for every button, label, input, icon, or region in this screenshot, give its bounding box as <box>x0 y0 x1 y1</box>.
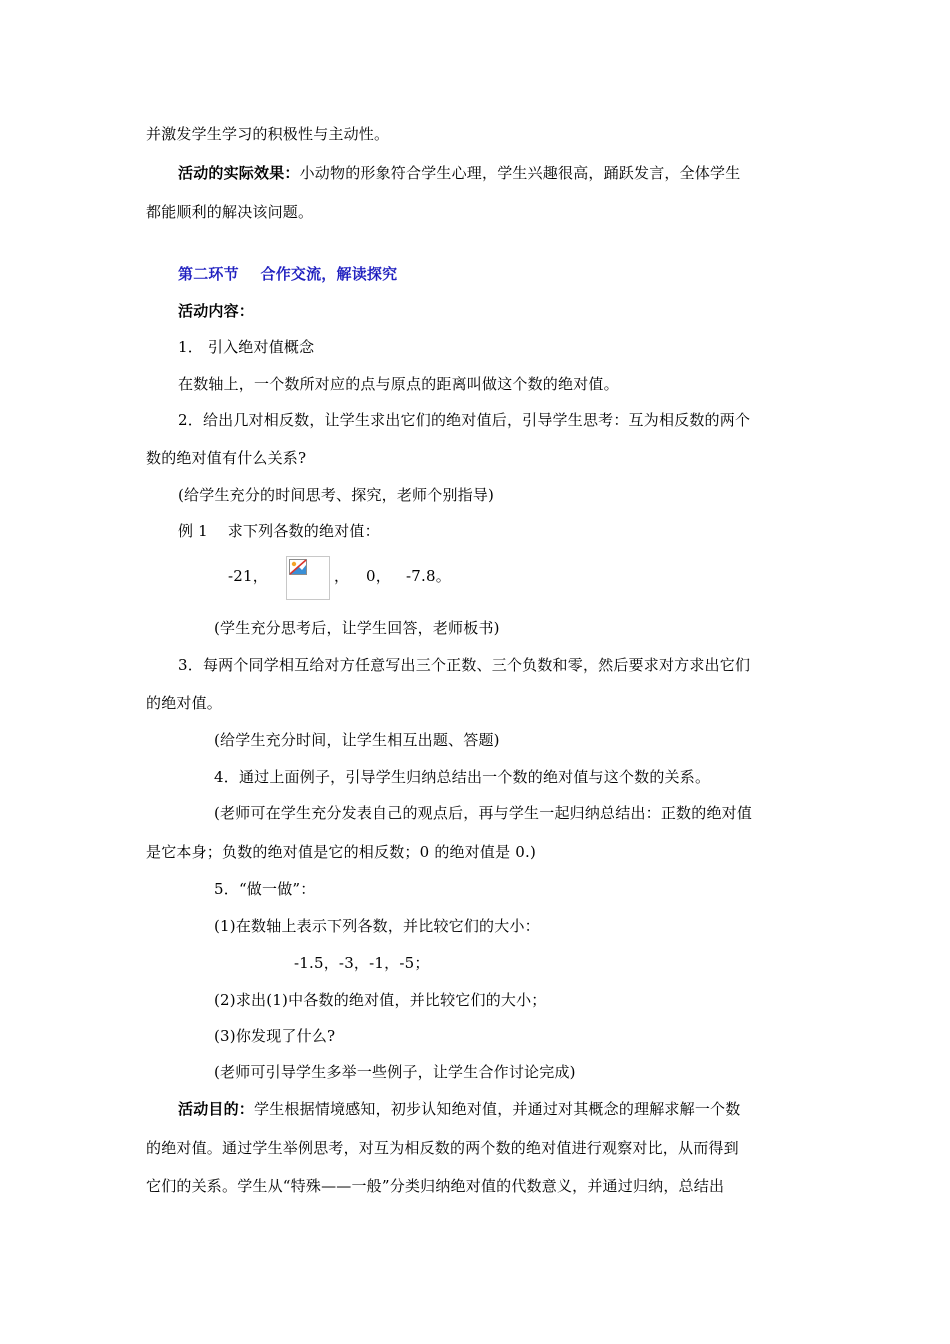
item-4: 4．通过上面例子，引导学生归纳总结出一个数的绝对值与这个数的关系。 <box>214 768 711 786</box>
effect-paragraph-line-1 <box>178 163 740 183</box>
item-2-line-2: 数的绝对值有什么关系? <box>146 449 307 467</box>
purpose-label: 活动目的： <box>178 1100 255 1118</box>
item-2-line-1: 2．给出几对相反数，让学生求出它们的绝对值后，引导学生思考：互为相反数的两个 <box>178 411 751 429</box>
item-1-title: 1． 引入绝对值概念 <box>178 338 315 356</box>
example-number-2-comma: ， <box>334 567 350 585</box>
example-number-4: -7.8。 <box>406 567 451 585</box>
item-3-line-2: 的绝对值。 <box>146 694 223 712</box>
purpose-text-1: 学生根据情境感知，初步认知绝对值，并通过对其概念的理解求解一个数 <box>254 1100 741 1118</box>
example-number-3: 0， <box>366 567 391 585</box>
item-4-note-line-1: (老师可在学生充分发表自己的观点后，再与学生一起归纳总结出：正数的绝对值 <box>214 804 753 822</box>
effect-text-1: 小动物的形象符合学生心理，学生兴趣很高，踊跃发言，全体学生 <box>299 164 741 182</box>
effect-label: 活动的实际效果： <box>178 164 300 182</box>
effect-paragraph-line-2: 都能顺利的解决该问题。 <box>146 203 314 221</box>
item-5-numbers: -1.5，-3，-1，-5； <box>294 954 430 972</box>
item-5-part-2: (2)求出(1)中各数的绝对值，并比较它们的大小； <box>214 991 547 1009</box>
example-title: 例 1 求下列各数的绝对值： <box>178 522 380 540</box>
paragraph-intro-end: 并激发学生学习的积极性与主动性。 <box>146 125 390 143</box>
section-heading: 第二环节 合作交流，解读探究 <box>178 265 398 283</box>
item-2-note: (给学生充分的时间思考、探究，老师个别指导) <box>178 486 495 504</box>
item-5-note: (老师可引导学生多举一些例子，让学生合作讨论完成) <box>214 1063 576 1081</box>
broken-image-icon <box>289 559 309 577</box>
item-3-note: (给学生充分时间，让学生相互出题、答题) <box>214 731 500 749</box>
purpose-paragraph-line-2: 的绝对值。通过学生举例思考，对互为相反数的两个数的绝对值进行观察对比，从而得到 <box>146 1139 739 1157</box>
item-4-note-line-2: 是它本身；负数的绝对值是它的相反数；0 的绝对值是 0.) <box>146 843 537 861</box>
item-5-part-1: (1)在数轴上表示下列各数，并比较它们的大小： <box>214 917 540 935</box>
item-5-title: 5．“做一做”： <box>214 880 316 898</box>
example-note: (学生充分思考后，让学生回答，老师板书) <box>214 619 500 637</box>
purpose-paragraph-line-1 <box>178 1099 740 1119</box>
item-3-line-1: 3．每两个同学相互给对方任意写出三个正数、三个负数和零，然后要求对方求出它们 <box>178 656 751 674</box>
content-label: 活动内容： <box>178 302 255 320</box>
item-5-part-3: (3)你发现了什么? <box>214 1027 336 1045</box>
example-number-1: -21， <box>228 567 268 585</box>
item-1-definition: 在数轴上，一个数所对应的点与原点的距离叫做这个数的绝对值。 <box>178 375 619 393</box>
purpose-paragraph-line-3: 它们的关系。学生从“特殊——一般”分类归纳绝对值的代数意义，并通过归纳，总结出 <box>146 1177 725 1195</box>
broken-image <box>286 556 330 600</box>
